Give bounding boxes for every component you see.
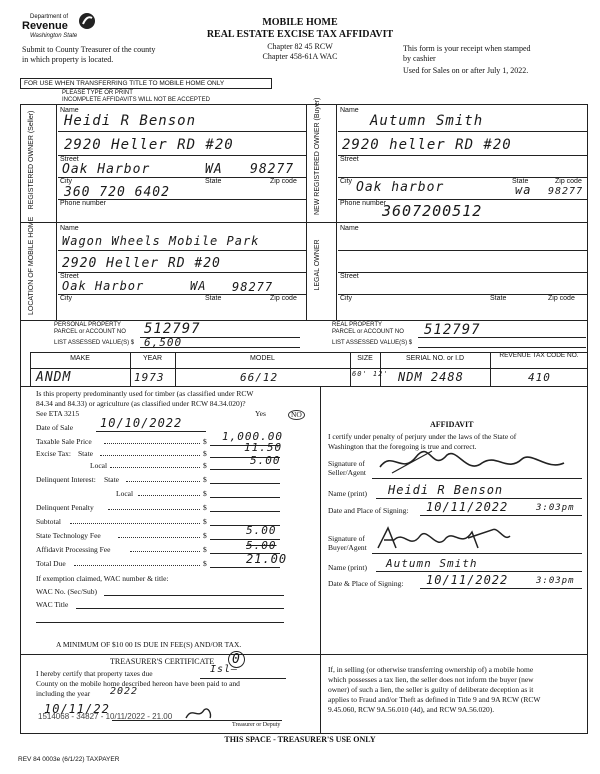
buyer-street-value[interactable]: 2920 heller RD #20 xyxy=(342,137,512,153)
wac-title-label: WAC Title xyxy=(36,600,69,609)
revenue-logo xyxy=(22,12,102,44)
col-size-header: SIZE xyxy=(357,355,373,362)
seller-zip-value[interactable]: 98277 xyxy=(250,162,295,177)
seller-phone-label: Phone number xyxy=(60,200,106,207)
seller-time-value[interactable]: 3:03pm xyxy=(536,503,575,513)
label-registered-owner: REGISTERED OWNER (Seller) xyxy=(28,110,35,210)
fraud-text-5: 9.45.060, RCW 9A.56.010 (4d), and RCW 9A.56.020). xyxy=(328,705,495,714)
delinquent-local-dollar: $ xyxy=(203,489,207,498)
total-due-label: Total Due xyxy=(36,559,66,568)
treasurer-cert-title: TREASURER'S CERTIFICATE xyxy=(110,657,215,666)
personal-assessed-label: LIST ASSESSED VALUE(S) $ xyxy=(54,340,135,346)
real-assessed-label: LIST ASSESSED VALUE(S) $ xyxy=(332,340,413,346)
treasurer-cert-number: 0 xyxy=(228,651,245,668)
legal-zip-label: Zip code xyxy=(548,295,575,302)
sig-buyer-label-2: Buyer/Agent xyxy=(328,543,367,552)
state-tech-fee-dollar: $ xyxy=(203,531,207,540)
excise-local-dollar: $ xyxy=(203,461,207,470)
year-value[interactable]: 1973 xyxy=(134,371,165,384)
logo-name: Revenue xyxy=(22,20,68,32)
fraud-text-2: which possesses a tax lien, the seller does not inform the buyer (new xyxy=(328,675,534,684)
taxable-dollar: $ xyxy=(203,437,207,446)
legal-street-label: Street xyxy=(340,273,359,280)
location-street-label: Street xyxy=(60,273,79,280)
seller-name-print-label: Name (print) xyxy=(328,489,367,498)
timber-yes[interactable]: Yes xyxy=(255,409,266,418)
affidavit-text-1: I certify under penalty of perjury under the laws of the State of xyxy=(328,432,517,441)
sig-seller-label-2: Seller/Agent xyxy=(328,468,366,477)
seller-date-place-label: Date and Place of Signing: xyxy=(328,506,409,515)
legal-city-label: City xyxy=(340,295,353,302)
delinquent-penalty-dollar: $ xyxy=(203,503,207,512)
delinquent-state-label: State xyxy=(104,475,119,484)
fraud-text-4: applies to Fraud and/or Theft as defined in Title 9 and 9A RCW (RCW xyxy=(328,695,541,704)
label-legal-owner: LEGAL OWNER xyxy=(314,239,321,291)
seller-street-value[interactable]: 2920 Heller RD #20 xyxy=(64,137,234,153)
incomplete-text: INCOMPLETE AFFIDAVITS WILL NOT BE ACCEPTED xyxy=(62,97,210,103)
real-parcel-label: PARCEL or ACCOUNT NO xyxy=(332,329,404,335)
buyer-date-value[interactable]: 10/11/2022 xyxy=(426,573,509,587)
submit-line1: Submit to County Treasurer of the county xyxy=(22,45,156,54)
location-street-value[interactable]: 2920 Heller RD #20 xyxy=(62,256,221,271)
total-due-dollar: $ xyxy=(203,559,207,568)
seller-city-label: City xyxy=(60,178,73,185)
label-location: LOCATION OF MOBILE HOME xyxy=(28,216,35,315)
buyer-name-print-value[interactable]: Autumn Smith xyxy=(386,557,478,570)
location-zip-value[interactable]: 98277 xyxy=(232,280,274,294)
location-state-label: State xyxy=(205,295,222,302)
state-tech-fee-label: State Technology Fee xyxy=(36,531,101,540)
personal-parcel-label: PARCEL or ACCOUNT NO xyxy=(54,329,126,335)
treasurer-stamp: 1514068 - 34827 - 10/11/2022 - 21.00 xyxy=(38,712,173,721)
legal-name-label: Name xyxy=(340,225,359,232)
receipt-line2: by cashier xyxy=(403,54,436,63)
sig-buyer-label-1: Signature of xyxy=(328,534,365,543)
buyer-time-value[interactable]: 3:03pm xyxy=(536,576,575,586)
title-affidavit: REAL ESTATE EXCISE TAX AFFIDAVIT xyxy=(206,29,394,40)
col-make-header: MAKE xyxy=(70,355,90,362)
treasurer-text-2: County on the mobile home described hereon have been paid to and xyxy=(36,679,240,688)
real-parcel-value[interactable]: 512797 xyxy=(424,322,481,338)
title-mobile-home: MOBILE HOME xyxy=(262,17,338,28)
seller-signature[interactable] xyxy=(372,445,572,479)
treasurer-date-value[interactable]: 10/11/22 xyxy=(44,702,110,716)
buyer-name-label: Name xyxy=(340,107,359,114)
taxable-sale-price-label: Taxable Sale Price xyxy=(36,437,92,446)
exemption-label: If exemption claimed, WAC number & title: xyxy=(36,574,169,583)
buyer-phone-label: Phone number xyxy=(340,200,386,207)
delinquent-penalty-label: Delinquent Penalty xyxy=(36,503,94,512)
affidavit-text-2: Washington that the foregoing is true and correct. xyxy=(328,442,477,451)
wac-no-label: WAC No. (Sec/Sub) xyxy=(36,587,98,596)
personal-property-label: PERSONAL PROPERTY xyxy=(54,322,122,328)
treasurer-sig-label: Treasurer or Deputy xyxy=(232,722,281,728)
buyer-signature[interactable] xyxy=(374,522,514,556)
receipt-line1: This form is your receipt when stamped xyxy=(403,44,531,53)
form-number: REV 84 0003e (6/1/22) TAXPAYER xyxy=(18,756,120,763)
timber-question-2: 84.34 and 84.33) or agriculture (as classified under RCW 84.34.020)? xyxy=(36,399,246,408)
fraud-text-1: If, in selling (or otherwise transferring ownership of) a mobile home xyxy=(328,665,534,674)
buyer-zip-label: Zip code xyxy=(555,178,582,185)
revenue-code-value[interactable]: 410 xyxy=(528,371,551,384)
serial-value[interactable]: NDM 2488 xyxy=(398,370,464,384)
logo-state: Washington State xyxy=(30,33,78,39)
minimum-fee-note: A MINIMUM OF $10 00 IS DUE IN FEE(S) AND/OR TAX. xyxy=(56,640,242,649)
excise-state-value[interactable]: 11.50 xyxy=(244,441,283,454)
col-year-header: YEAR xyxy=(142,355,163,362)
label-new-owner: NEW REGISTERED OWNER (Buyer) xyxy=(314,97,321,215)
submit-line2: in which property is located. xyxy=(22,55,114,64)
personal-assessed-value[interactable]: 6,500 xyxy=(144,336,183,349)
real-property-label: REAL PROPERTY xyxy=(332,322,383,328)
excise-state-dollar: $ xyxy=(203,449,207,458)
transfer-only-text: FOR USE WHEN TRANSFERRING TITLE TO MOBILE HOME ONLY xyxy=(24,80,225,87)
buyer-city-label: City xyxy=(340,178,353,185)
seller-phone-value[interactable]: 360 720 6402 xyxy=(64,185,170,200)
location-zip-label: Zip code xyxy=(270,295,297,302)
location-city-value[interactable]: Oak Harbor xyxy=(62,279,145,293)
seller-name-label: Name xyxy=(60,107,79,114)
buyer-street-label: Street xyxy=(340,156,359,163)
type-print-text: PLEASE TYPE OR PRINT xyxy=(62,90,133,96)
seller-date-value[interactable]: 10/11/2022 xyxy=(426,500,509,514)
excise-state-label: State xyxy=(78,449,93,458)
treasurer-text-3: including the year xyxy=(36,689,91,698)
buyer-phone-value[interactable]: 3607200512 xyxy=(382,202,483,220)
date-of-sale-label: Date of Sale xyxy=(36,423,74,432)
buyer-zip-value[interactable]: 98277 xyxy=(548,186,584,197)
make-value[interactable]: ANDM xyxy=(36,370,72,385)
col-revenue-header: REVENUE TAX CODE NO. xyxy=(499,352,579,359)
excise-local-value[interactable]: 5.00 xyxy=(250,454,281,467)
timber-question-1: Is this property predominantly used for timber (as classified under RCW xyxy=(36,389,254,398)
sig-seller-label-1: Signature of xyxy=(328,459,365,468)
seller-name-print-value[interactable]: Heidi R Benson xyxy=(388,483,504,497)
affidavit-fee-value[interactable]: 5.00 xyxy=(246,539,277,552)
location-name-label: Name xyxy=(60,225,79,232)
treasurer-cert-scribble: Isl— xyxy=(210,664,239,675)
timber-no[interactable]: NO xyxy=(288,410,305,420)
excise-tax-label: Excise Tax: xyxy=(36,449,71,458)
revenue-logo-icon xyxy=(78,12,96,30)
buyer-name-value[interactable]: Autumn Smith xyxy=(370,113,484,129)
affidavit-title: AFFIDAVIT xyxy=(430,420,474,429)
delinquent-interest-label: Delinquent Interest: xyxy=(36,475,96,484)
col-serial-header: SERIAL NO. or I.D xyxy=(405,355,465,362)
date-of-sale-value[interactable]: 10/10/2022 xyxy=(100,416,183,430)
seller-name-value[interactable]: Heidi R Benson xyxy=(64,113,197,129)
timber-question-3: See ETA 3215 xyxy=(36,409,80,418)
total-due-value[interactable]: 21.00 xyxy=(246,552,288,566)
subtotal-label: Subtotal xyxy=(36,517,62,526)
delinquent-state-dollar: $ xyxy=(203,475,207,484)
treasurer-use-only: THIS SPACE - TREASURER'S USE ONLY xyxy=(224,735,376,744)
affidavit-fee-dollar: $ xyxy=(203,545,207,554)
buyer-city-value[interactable]: Oak harbor xyxy=(356,180,445,195)
excise-local-label: Local xyxy=(90,461,108,470)
chapter-wac: Chapter 458-61A WAC xyxy=(262,52,338,61)
seller-zip-label: Zip code xyxy=(270,178,297,185)
treasurer-text-1: I hereby certify that property taxes due xyxy=(36,669,153,678)
affidavit-fee-label: Affidavit Processing Fee xyxy=(36,545,111,554)
chapter-rcw: Chapter 82 45 RCW xyxy=(267,42,333,51)
model-value[interactable]: 66/12 xyxy=(240,371,279,384)
seller-state-label: State xyxy=(205,178,222,185)
buyer-name-print-label: Name (print) xyxy=(328,563,367,572)
buyer-state-label: State xyxy=(512,178,529,185)
legal-state-label: State xyxy=(490,295,507,302)
location-name-value[interactable]: Wagon Wheels Mobile Park xyxy=(62,234,260,248)
location-state-value[interactable]: WA xyxy=(190,279,207,293)
logo-dept: Department of xyxy=(30,14,69,20)
col-model-header: MODEL xyxy=(250,355,275,362)
seller-street-label: Street xyxy=(60,156,79,163)
size-value[interactable]: 60' 12' xyxy=(352,370,389,378)
buyer-state-value[interactable]: wa xyxy=(515,183,532,197)
location-city-label: City xyxy=(60,295,73,302)
fraud-text-3: owner) of such a lien, the seller is guilty of deliberate deception as it xyxy=(328,685,534,694)
delinquent-local-label: Local xyxy=(116,489,134,498)
taxable-sale-price-value[interactable]: 1,000.00 xyxy=(222,430,283,443)
treasurer-year-value[interactable]: 2022 xyxy=(110,686,139,697)
subtotal-dollar: $ xyxy=(203,517,207,526)
receipt-line3: Used for Sales on or after July 1, 2022. xyxy=(403,66,529,75)
seller-state-value[interactable]: WA xyxy=(205,162,223,177)
personal-parcel-value[interactable]: 512797 xyxy=(144,321,201,337)
state-tech-fee-value[interactable]: 5.00 xyxy=(246,524,277,537)
seller-city-value[interactable]: Oak Harbor xyxy=(62,162,151,177)
buyer-date-place-label: Date & Place of Signing: xyxy=(328,579,404,588)
